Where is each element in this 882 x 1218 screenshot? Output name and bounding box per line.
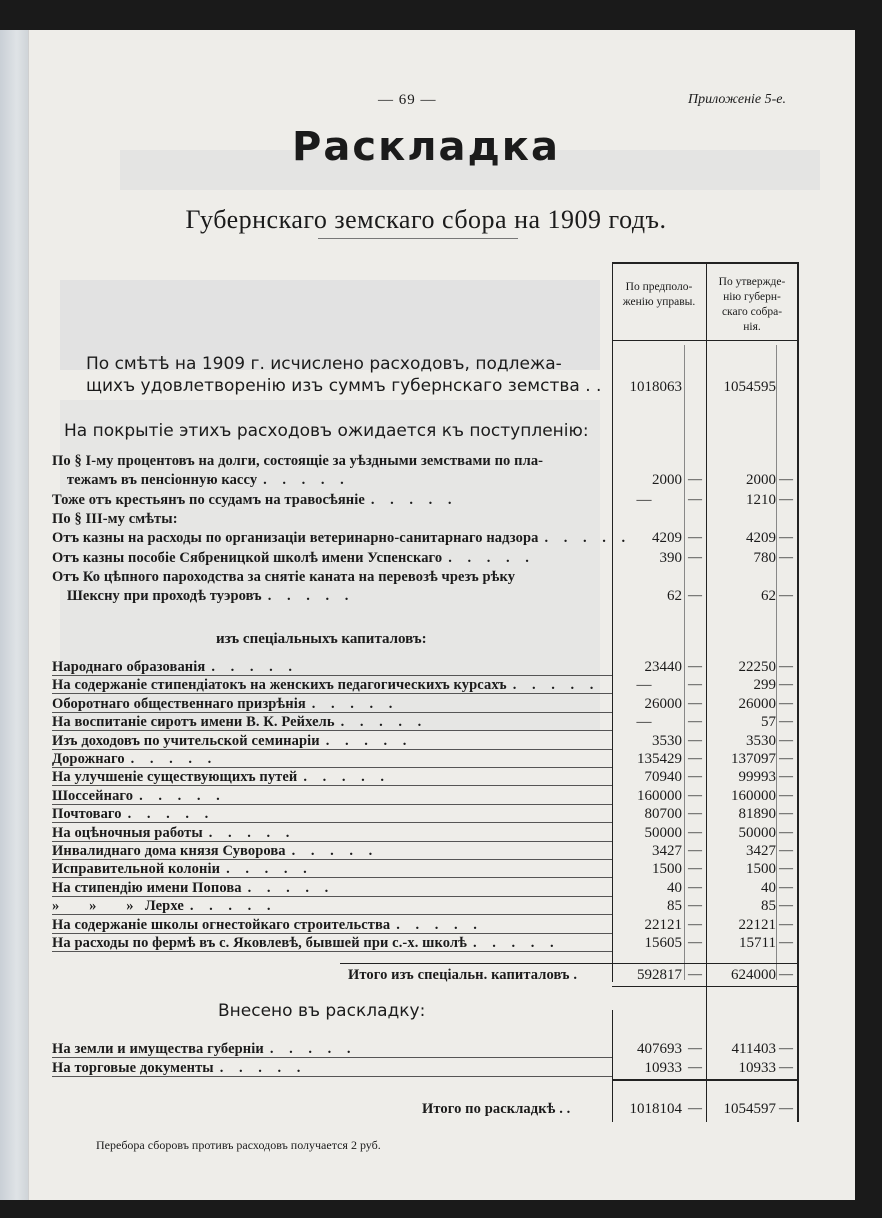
leader-dots: . . . . . — [189, 898, 277, 915]
assembly-value: 26000 — [738, 695, 776, 712]
row-label: На улучшенiе существующихъ путей — [52, 769, 298, 786]
header-bottom-rule — [612, 340, 798, 341]
kopek-dash: — — [779, 769, 793, 785]
kopek-dash: — — [779, 1059, 793, 1075]
leader-dots: . . . . . — [267, 588, 355, 605]
table-row — [52, 805, 214, 823]
row-label: Изъ доходовъ по учительской семинарiи — [52, 732, 320, 749]
table-row — [52, 824, 295, 842]
table-row — [52, 1040, 356, 1058]
row-rule — [52, 1076, 612, 1077]
table-row — [52, 916, 483, 934]
leader-dots: . . . . . — [139, 787, 226, 804]
assembly-value: 22121 — [738, 916, 776, 933]
board-value: 407693 — [637, 1041, 682, 1057]
table-row — [52, 842, 378, 860]
kopek-dash: — — [688, 898, 702, 914]
levy-heading: Внесено въ раскладку: — [218, 1001, 426, 1021]
assembly-value: 1210 — [746, 491, 776, 508]
kopek-dash: — — [688, 769, 702, 785]
table-row — [52, 860, 313, 878]
row-label: Оборотнаго общественнаго призрѣнiя — [52, 695, 306, 712]
leader-dots: . . . . . — [226, 861, 313, 878]
table-row — [52, 510, 178, 528]
kopek-dash: — — [779, 843, 793, 858]
kopek-dash: — — [688, 714, 702, 730]
leader-dots: . . . . . — [544, 530, 632, 547]
table-row — [52, 491, 458, 509]
board-value: 3427 — [652, 843, 682, 859]
assembly-value: 1500 — [746, 861, 776, 878]
leader-dots: . . . . . — [472, 935, 560, 951]
page-number: — 69 — — [378, 92, 437, 108]
document-title: Раскладка — [292, 124, 560, 170]
leader-dots: . . . . . — [512, 677, 600, 694]
row-label: Тоже отъ крестьянъ по ссудамъ на травосѣянiе — [52, 491, 365, 508]
appendix-label: Приложенiе 5-е. — [687, 92, 786, 107]
table-row — [52, 897, 276, 915]
grand-total-dash: — — [779, 1101, 793, 1116]
total-rule — [612, 1079, 798, 1081]
leader-dots: . . . . . — [291, 843, 379, 859]
row-label: На земли и имущества губернiи — [52, 1041, 264, 1057]
board-value: 23440 — [644, 659, 682, 675]
table-row — [52, 732, 412, 750]
leader-dots: . . . . . — [311, 695, 399, 712]
kopek-dash: — — [688, 916, 702, 932]
row-label: На воспитанiе сиротъ имени В. К. Рейхель — [52, 714, 335, 731]
kopek-dash: — — [779, 695, 793, 711]
kopek-dash: — — [779, 824, 793, 840]
board-value: 3530 — [652, 732, 682, 749]
kopek-dash: — — [779, 530, 793, 546]
assembly-value: 99993 — [738, 769, 776, 786]
leader-dots: . . . . . — [370, 491, 458, 508]
board-value: 50000 — [644, 824, 682, 841]
kopek-dash: — — [688, 549, 702, 565]
board-value: 1500 — [652, 861, 682, 878]
table-row — [52, 713, 427, 731]
kopek-dash: — — [688, 530, 702, 546]
table-row — [52, 750, 217, 768]
kopek-dash: — — [688, 732, 702, 748]
kopek-dash: — — [688, 806, 702, 822]
kopek-dash: — — [688, 935, 702, 950]
column-header-board: По предполо- женiю управы. — [622, 281, 696, 308]
board-value: 40 — [667, 879, 682, 896]
kopek-dash: — — [688, 588, 702, 604]
kopek-dash: — — [779, 732, 793, 748]
kopek-dash: — — [779, 549, 793, 565]
column-rule — [797, 262, 799, 1122]
table-row — [52, 934, 560, 952]
row-label: На расходы по фермѣ въ с. Яковлевѣ, бывшей при с.-х. школѣ — [52, 935, 467, 951]
assembly-value: 57 — [761, 714, 776, 731]
table-row — [52, 879, 334, 897]
kopek-dash: — — [688, 879, 702, 895]
assembly-value: 3427 — [746, 843, 776, 859]
row-label: По § I-му процентовъ на долги, состоящiе за уѣздными земствами по пла- — [52, 453, 544, 469]
board-value: — — [636, 714, 652, 731]
kopek-dash: — — [779, 714, 793, 730]
special-capitals-heading: изъ спецiальныхъ капиталовъ: — [216, 631, 427, 647]
grand-total-dash: — — [688, 1101, 702, 1116]
special-total-dash: — — [688, 967, 702, 982]
row-rule — [52, 951, 612, 952]
expenses-board-value: 1018063 — [629, 379, 682, 395]
table-row — [52, 549, 535, 567]
assembly-value: 50000 — [738, 824, 776, 841]
kopek-dash: — — [688, 677, 702, 693]
row-label: Инвалиднаго дома князя Суворова — [52, 843, 286, 859]
leader-dots: . . . . . — [269, 1041, 357, 1057]
leader-dots: . . . . . — [211, 659, 298, 675]
kopek-rule — [776, 345, 777, 980]
row-label: Почтоваго — [52, 806, 122, 823]
board-value: 80700 — [644, 806, 682, 823]
kopek-dash: — — [688, 472, 702, 488]
row-label: Отъ Ко цѣпного пароходства за снятiе каната на перевозѣ чрезъ рѣку — [52, 568, 516, 585]
row-label: » » » Лерхе — [52, 898, 184, 915]
assembly-value: 62 — [761, 588, 776, 605]
column-rule — [706, 262, 707, 1122]
kopek-dash: — — [688, 491, 702, 507]
special-total-dash: — — [779, 967, 793, 982]
assembly-value: 137097 — [731, 751, 776, 767]
table-row — [52, 529, 631, 547]
expenses-assembly-value: 1054595 — [723, 379, 776, 395]
special-total-assembly: 624000 — [731, 967, 776, 983]
assembly-value: 85 — [761, 898, 776, 915]
table-row — [52, 587, 354, 605]
kopek-dash: — — [779, 677, 793, 693]
kopek-dash: — — [688, 824, 702, 840]
table-row — [52, 768, 390, 786]
assembly-value: 411403 — [731, 1041, 776, 1057]
board-value: 390 — [659, 549, 682, 566]
table-row — [52, 568, 515, 586]
board-value: — — [636, 491, 652, 508]
column-header-assembly: По утвержде- нiю губерн- скаго собра- нiя. — [718, 276, 786, 333]
row-label: На содержанiе стипендiатокъ на женскихъ педагогическихъ курсахъ — [52, 677, 507, 694]
board-value: 85 — [667, 898, 682, 915]
subtotal-rule — [612, 986, 798, 987]
row-label: На оцѣночныя работы — [52, 824, 203, 841]
assembly-value: 10933 — [738, 1059, 776, 1076]
kopek-dash: — — [779, 659, 793, 674]
kopek-dash: — — [779, 1041, 793, 1056]
leader-dots: . . . . . — [396, 916, 483, 933]
grand-total-label: Итого по раскладкѣ . . — [422, 1101, 571, 1117]
leader-dots: . . . . . — [263, 472, 350, 489]
board-value: 22121 — [644, 916, 682, 933]
special-total-board: 592817 — [637, 967, 682, 983]
board-value: 160000 — [637, 787, 682, 804]
leader-dots: . . . . . — [130, 751, 218, 767]
row-label: Шоссейнаго — [52, 787, 134, 804]
column-rule — [612, 1010, 613, 1122]
column-rule — [612, 262, 613, 982]
kopek-dash: — — [688, 659, 702, 674]
leader-dots: . . . . . — [340, 714, 428, 731]
assembly-value: 299 — [753, 677, 776, 694]
assembly-value: 15711 — [739, 935, 776, 951]
row-label: На торговые документы — [52, 1059, 214, 1076]
kopek-dash: — — [779, 898, 793, 914]
board-value: 15605 — [644, 935, 682, 951]
kopek-dash: — — [688, 861, 702, 877]
row-label: На стипендiю имени Попова — [52, 879, 242, 896]
subtitle-underline — [318, 238, 518, 239]
kopek-dash: — — [779, 491, 793, 507]
assembly-value: 40 — [761, 879, 776, 896]
table-row — [52, 695, 398, 713]
assembly-value: 780 — [753, 549, 776, 566]
table-row — [52, 658, 298, 676]
board-value: 135429 — [637, 751, 682, 767]
assembly-value: 160000 — [731, 787, 776, 804]
leader-dots: . . . . . — [325, 732, 413, 749]
row-label: Народнаго образованiя — [52, 659, 206, 675]
board-value: 4209 — [652, 530, 682, 547]
row-label: Отъ казны на расходы по организацiи ветеринарно-санитарнаго надзора — [52, 530, 539, 547]
kopek-dash: — — [688, 695, 702, 711]
table-row — [52, 452, 543, 470]
kopek-dash: — — [688, 751, 702, 766]
grand-total-assembly: 1054597 — [723, 1101, 776, 1117]
leader-dots: . . . . . — [208, 824, 296, 841]
leader-dots: . . . . . — [219, 1059, 307, 1076]
board-value: 62 — [667, 588, 682, 605]
row-label: Отъ казны пособiе Сябреницкой школѣ имени Успенскаго — [52, 549, 443, 566]
row-label: Исправительной колонiи — [52, 861, 221, 878]
table-top-rule — [612, 262, 798, 264]
special-total-label: Итого изъ спецiальн. капиталовъ . — [348, 967, 578, 983]
row-label: На содержанiе школы огнестойкаго строительства — [52, 916, 391, 933]
kopek-dash: — — [779, 751, 793, 766]
assembly-value: 4209 — [746, 530, 776, 547]
leader-dots: . . . . . — [303, 769, 391, 786]
kopek-dash: — — [688, 1059, 702, 1075]
row-label: Дорожнаго — [52, 751, 125, 767]
row-label: По § III-му смѣты: — [52, 510, 178, 527]
table-row — [52, 471, 350, 489]
leader-dots: . . . . . — [127, 806, 215, 823]
grand-total-board: 1018104 — [629, 1101, 682, 1117]
kopek-dash: — — [779, 916, 793, 932]
document-subtitle: Губернскаго земскаго сбора на 1909 годъ. — [185, 205, 667, 234]
kopek-dash: — — [779, 806, 793, 822]
leader-dots: . . . . . — [247, 879, 335, 896]
kopek-dash: — — [779, 935, 793, 950]
kopek-dash: — — [688, 1041, 702, 1056]
expenses-statement: По смѣтѣ на 1909 г. исчислено расходовъ, подлежа- щихъ удовлетворенiю изъ суммъ губернскаго земства . . — [86, 354, 602, 396]
kopek-dash: — — [779, 787, 793, 803]
row-label: Шексну при проходѣ туэровъ — [52, 588, 262, 605]
footnote: Перебора сборовъ противъ расходовъ получается 2 руб. — [96, 1138, 381, 1152]
kopek-dash: — — [688, 843, 702, 858]
kopek-dash: — — [779, 879, 793, 895]
assembly-value: 81890 — [738, 806, 776, 823]
board-value: 26000 — [644, 695, 682, 712]
receipts-heading: На покрытiе этихъ расходовъ ожидается къ поступленiю: — [64, 421, 589, 441]
assembly-value: 2000 — [746, 472, 776, 489]
board-value: 2000 — [652, 472, 682, 489]
leader-dots: . . . . . — [448, 549, 535, 566]
kopek-dash: — — [779, 472, 793, 488]
table-row — [52, 787, 226, 805]
table-row — [52, 676, 599, 694]
board-value: — — [636, 677, 652, 694]
assembly-value: 22250 — [738, 659, 776, 675]
kopek-dash: — — [779, 861, 793, 877]
table-row — [52, 1059, 306, 1077]
subtotal-rule — [340, 963, 798, 964]
board-value: 70940 — [644, 769, 682, 786]
kopek-rule — [684, 345, 685, 980]
kopek-dash: — — [688, 787, 702, 803]
kopek-dash: — — [779, 588, 793, 604]
board-value: 10933 — [644, 1059, 682, 1076]
assembly-value: 3530 — [746, 732, 776, 749]
row-label: тежамъ въ пенсiонную кассу — [52, 472, 258, 489]
